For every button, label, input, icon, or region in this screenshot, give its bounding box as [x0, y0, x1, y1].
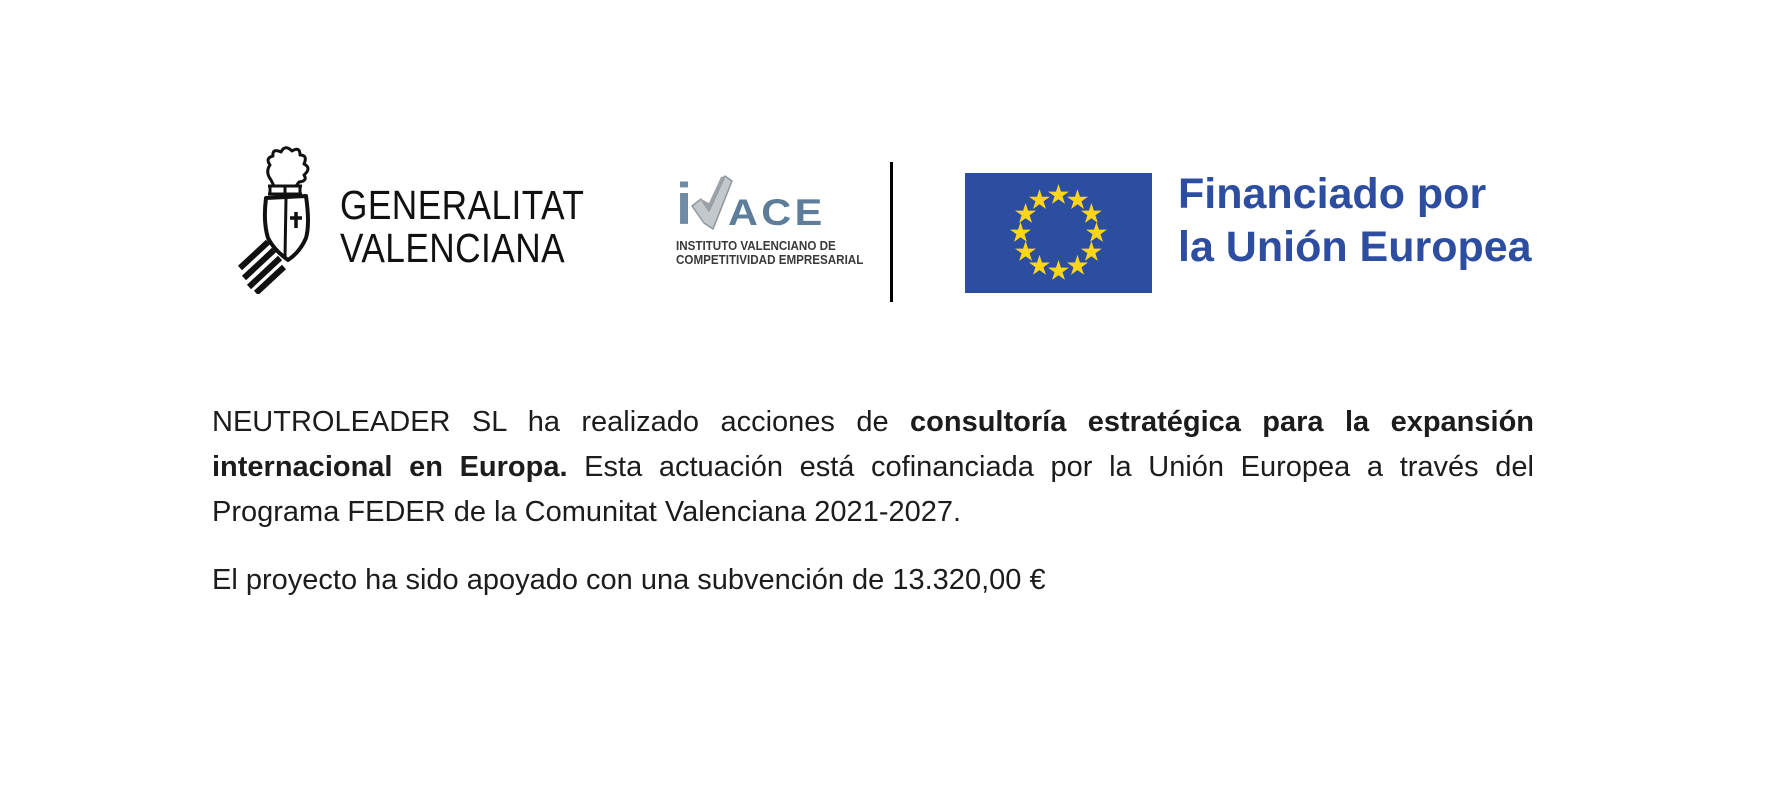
p1-l2-normal: Esta actuación está cofinanciada por la Unión Europea a través del: [567, 451, 1534, 483]
p2-text: El proyecto ha sido apoyado con una subvención de 13.320,00 €: [212, 564, 1046, 596]
vertical-divider: [890, 162, 893, 302]
paragraph-project-description: [212, 400, 1534, 535]
document-body: [212, 400, 1534, 603]
ivace-letters-ace: ACE: [728, 192, 826, 233]
ivace-caption-line2: COMPETITIVIDAD EMPRESARIAL: [676, 253, 864, 267]
ivace-caption: [676, 239, 864, 267]
eu-funding-line2: la Unión Europea: [1178, 223, 1532, 271]
ivace-checkmark-icon: [688, 174, 734, 232]
eu-funding-line1: Financiado por: [1178, 170, 1487, 218]
generalitat-valenciana-wordmark: [340, 184, 584, 270]
p1-l2-bold: internacional en Europa.: [212, 451, 568, 483]
p1-l1-bold: consultoría estratégica para la expansión: [910, 406, 1534, 438]
eu-flag-icon: [965, 173, 1152, 293]
generalitat-line: GENERALITAT: [340, 182, 585, 228]
paragraph-grant-amount: [212, 558, 1534, 603]
generalitat-valenciana-emblem-icon: [238, 146, 332, 294]
paragraph1-line1: [212, 400, 1534, 445]
paragraph1-line3: [212, 490, 1534, 535]
valenciana-line: VALENCIANA: [340, 225, 566, 271]
paragraph1-line2: [212, 445, 1534, 490]
ivace-caption-line1: INSTITUTO VALENCIANO DE: [676, 239, 836, 253]
p1-l3-normal: Programa FEDER de la Comunitat Valenciana 2021-2027.: [212, 496, 962, 528]
eu-funding-statement: [1178, 168, 1532, 274]
ivace-wordmark: [676, 168, 851, 237]
p1-l1-normal: NEUTROLEADER SL ha realizado acciones de: [212, 406, 911, 438]
ivace-letter-i: i: [676, 172, 693, 237]
ivace-logo: [676, 168, 864, 267]
